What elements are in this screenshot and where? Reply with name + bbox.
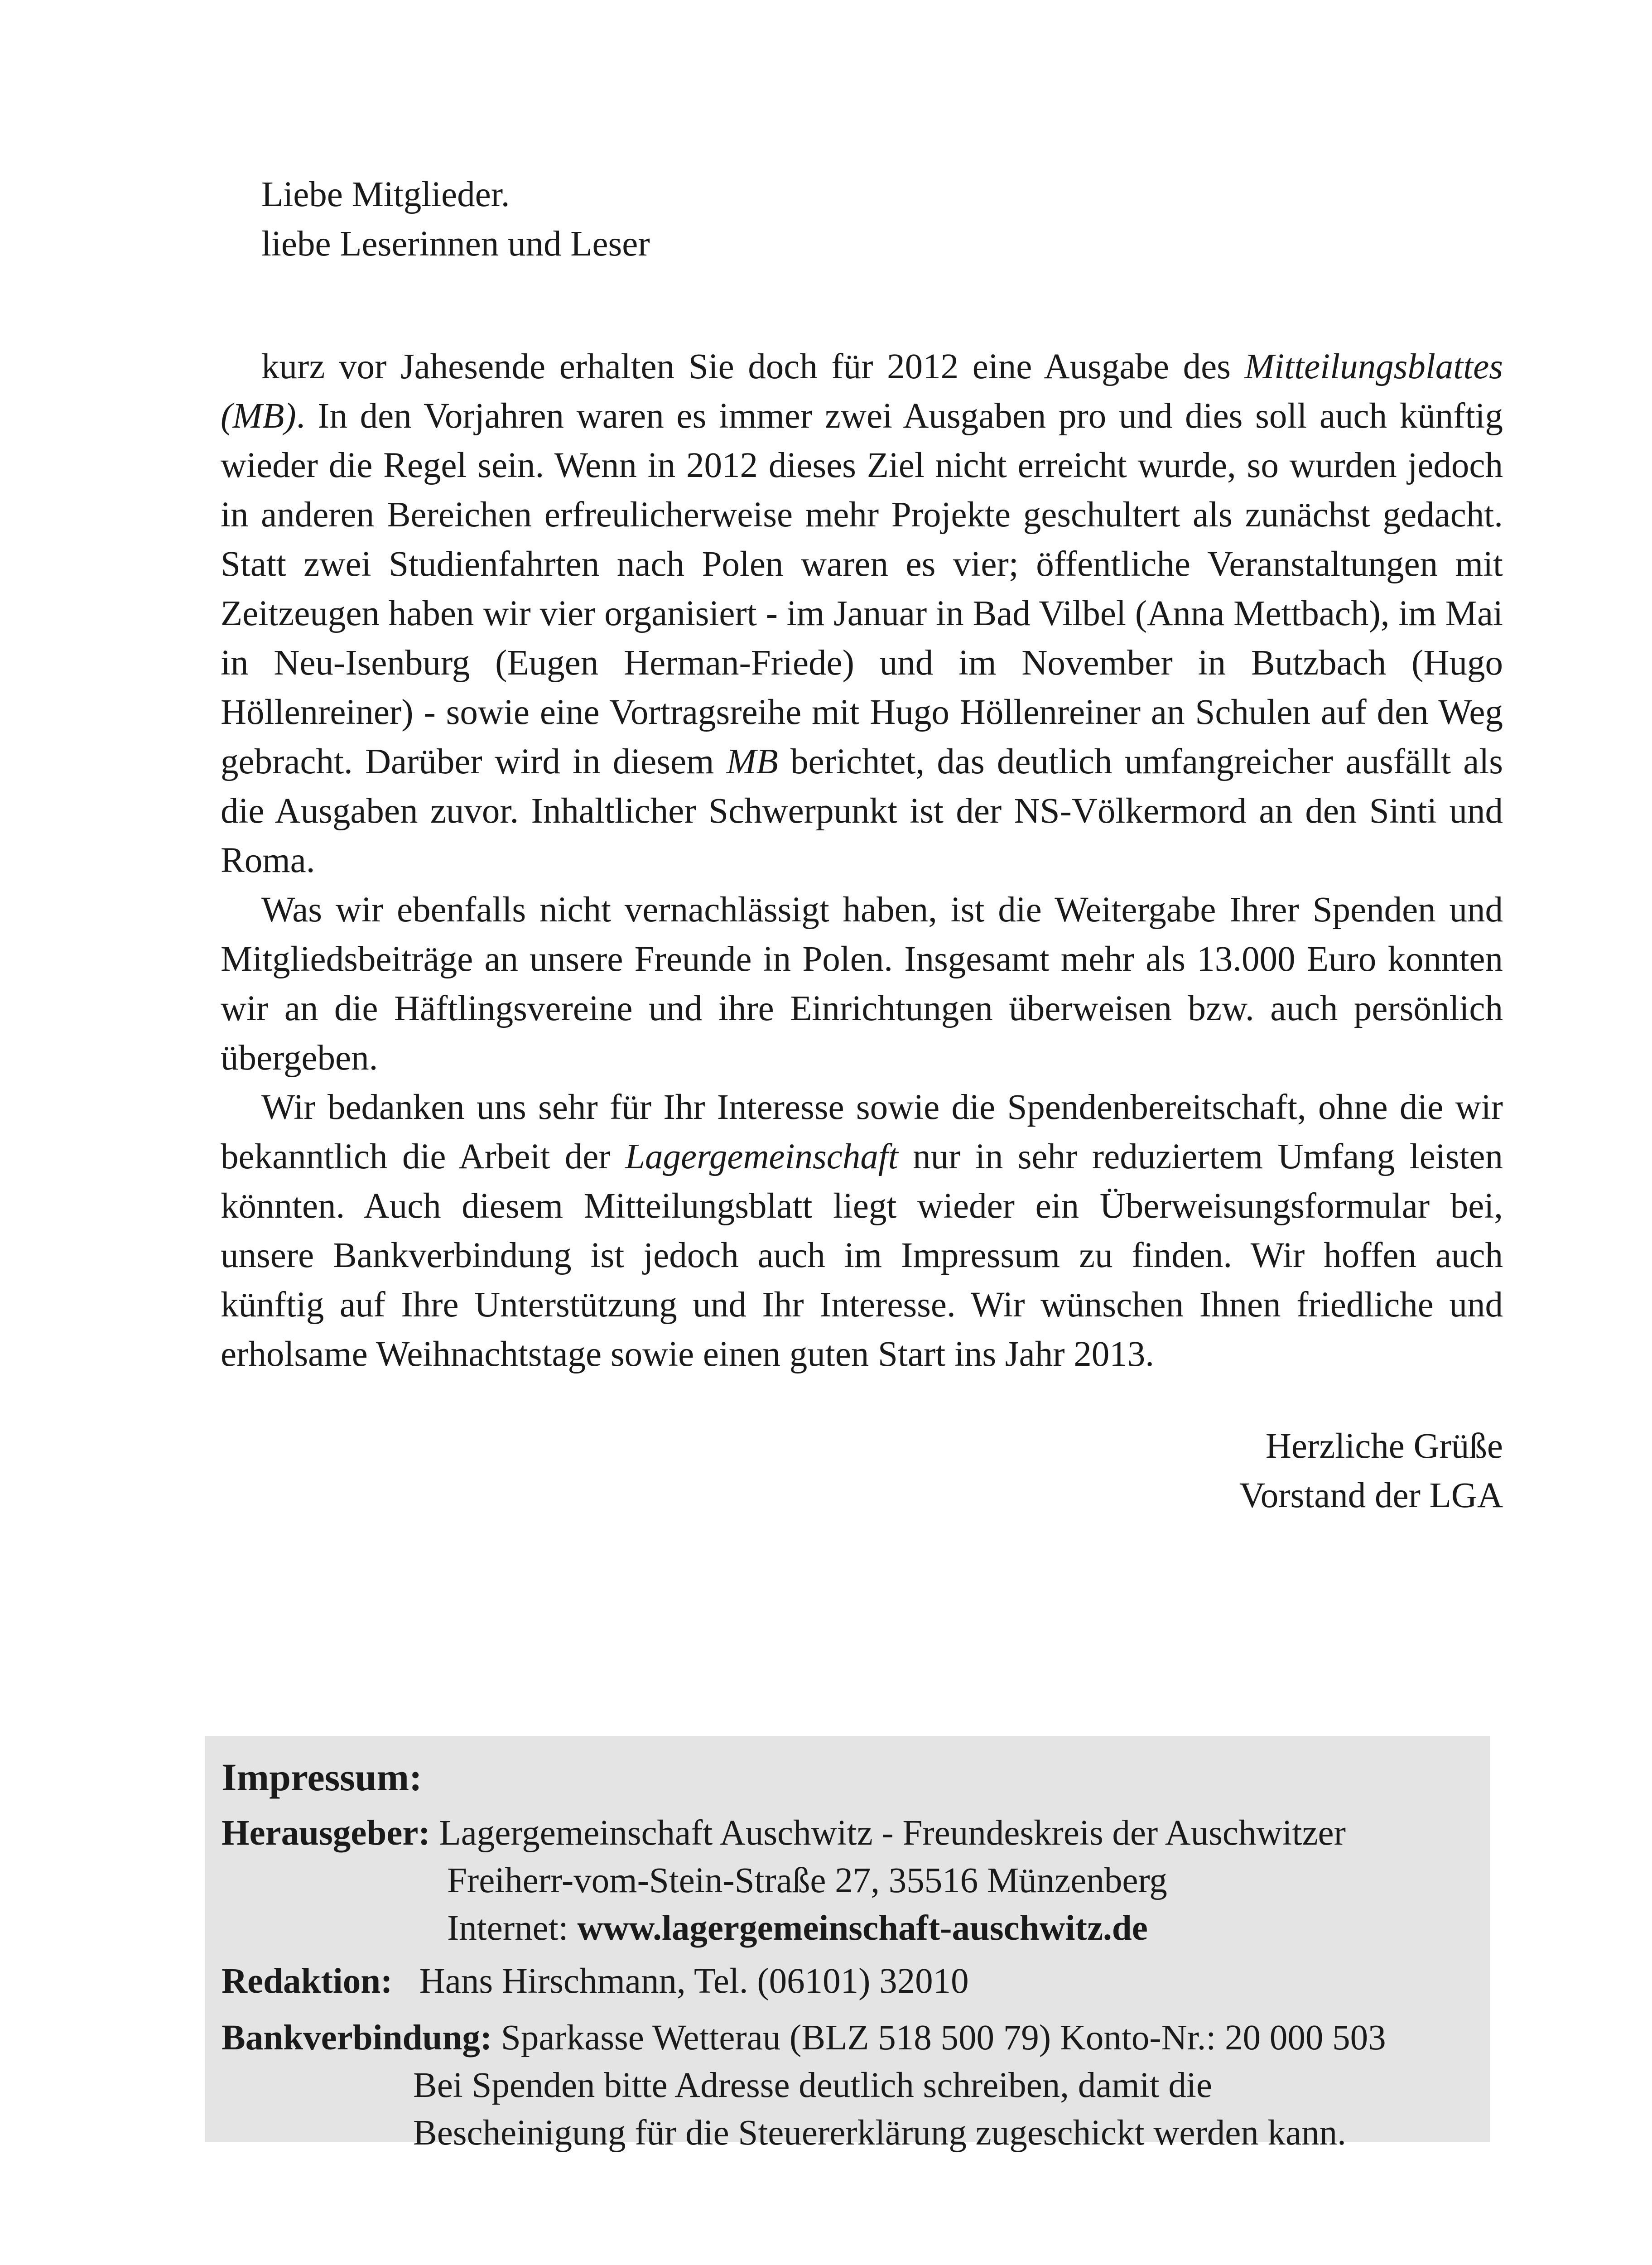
redaktion-row: [222, 1957, 1474, 2005]
closing-signature: Vorstand der LGA: [1239, 1476, 1503, 1515]
paragraph-3-italic: Lagergemeinschaft: [625, 1137, 898, 1176]
redaktion-value: Hans Hirschmann, Tel. (06101) 32010: [419, 1961, 969, 2001]
salutation-line-1: Liebe Mitglieder.: [261, 175, 510, 214]
letter-body: [221, 342, 1503, 1379]
paragraph-3-text-b: nur in sehr reduziertem Umfang leisten könnten. Auch diesem Mitteilungsblatt liegt wieder ein Überweisungsformular bei, unsere Bankverbindung ist jedoch auch im Impressum zu finden. Wir hoffen auch künftig auf Ihre Unterstützung und Ihr Interesse. Wir wünschen Ihnen friedliche und erholsame Weihnachtstage sowie einen guten Start ins Jahr 2013.: [221, 1137, 1503, 1374]
salutation-line-2: liebe Leserinnen und Leser: [261, 224, 650, 264]
impressum-title: Impressum:: [222, 1755, 422, 1799]
herausgeber-label: Herausgeber:: [222, 1813, 430, 1853]
impressum-box: [205, 1736, 1490, 2153]
paragraph-1-italic-1: Mitteilungsblattes (MB): [221, 347, 1503, 436]
paragraph-1-text-b: . In den Vorjahren waren es immer zwei Ausgaben pro und dies soll auch künftig wieder die Regel sein. Wenn in 2012 dieses Ziel nicht erreicht wurde, so wurden jedoch in anderen Bereichen erfreulicherweise mehr Projekte geschultert als zunächst gedacht. Statt zwei Studienfahrten nach Polen waren es vier; öffentliche Veranstaltungen mit Zeitzeugen haben wir vier organisiert - im Januar in Bad Vilbel (Anna Mettbach), im Mai in Neu-Isenburg (Eugen Herman-Friede) und im November in Butzbach (Hugo Höllenreiner) - sowie eine Vortragsreihe mit Hugo Höllenreiner an Schulen auf den Weg gebracht. Darüber wird in diesem: [221, 396, 1503, 781]
internet-label: Internet:: [447, 1908, 578, 1948]
internet-row: [222, 1904, 1474, 1952]
bank-note-line-2: Bescheinigung für die Steuererklärung zugeschickt werden kann.: [413, 2113, 1346, 2153]
paragraph-2: Was wir ebenfalls nicht vernachlässigt haben, ist die Weitergabe Ihrer Spenden und Mitgliedsbeiträge an unsere Freunde in Polen. Insgesamt mehr als 13.000 Euro konnten wir an die Häftlingsvereine und ihre Einrichtungen überweisen bzw. auch persönlich übergeben.: [221, 890, 1503, 1078]
herausgeber-name: Lagergemeinschaft Auschwitz - Freundeskreis der Auschwitzer: [439, 1813, 1346, 1853]
paragraph-1-italic-2: MB: [726, 742, 778, 781]
bank-label: Bankverbindung:: [222, 2018, 492, 2058]
redaktion-label: Redaktion:: [222, 1961, 393, 2001]
paragraph-3: [221, 1083, 1503, 1379]
closing: [221, 1422, 1503, 1520]
bank-note-line-1: Bei Spenden bitte Adresse deutlich schreiben, damit die: [413, 2066, 1212, 2105]
letter-content: [221, 170, 1503, 1520]
internet-link[interactable]: www.lagergemeinschaft-auschwitz.de: [577, 1908, 1148, 1948]
paragraph-1-text-c: berichtet, das deutlich umfangreicher ausfällt als die Ausgaben zuvor. Inhaltlicher Schwerpunkt ist der NS-Völkermord an den Sinti und Roma.: [221, 742, 1503, 880]
paragraph-1: [221, 342, 1503, 885]
bank-row: [222, 2014, 1474, 2062]
salutation: [221, 170, 1503, 269]
herausgeber-address: Freiherr-vom-Stein-Straße 27, 35516 Münzenberg: [447, 1861, 1167, 1900]
paragraph-3-text-a: Wir bedanken uns sehr für Ihr Interesse sowie die Spendenbereitschaft, ohne die wir bekanntlich die Arbeit der: [221, 1088, 1503, 1176]
paragraph-1-text-a: kurz vor Jahesende erhalten Sie doch für 2012 eine Ausgabe des: [261, 347, 1245, 386]
closing-greeting: Herzliche Grüße: [1265, 1426, 1503, 1466]
herausgeber-row: [222, 1809, 1474, 1857]
bank-value: Sparkasse Wetterau (BLZ 518 500 79) Konto-Nr.: 20 000 503: [501, 2018, 1386, 2058]
